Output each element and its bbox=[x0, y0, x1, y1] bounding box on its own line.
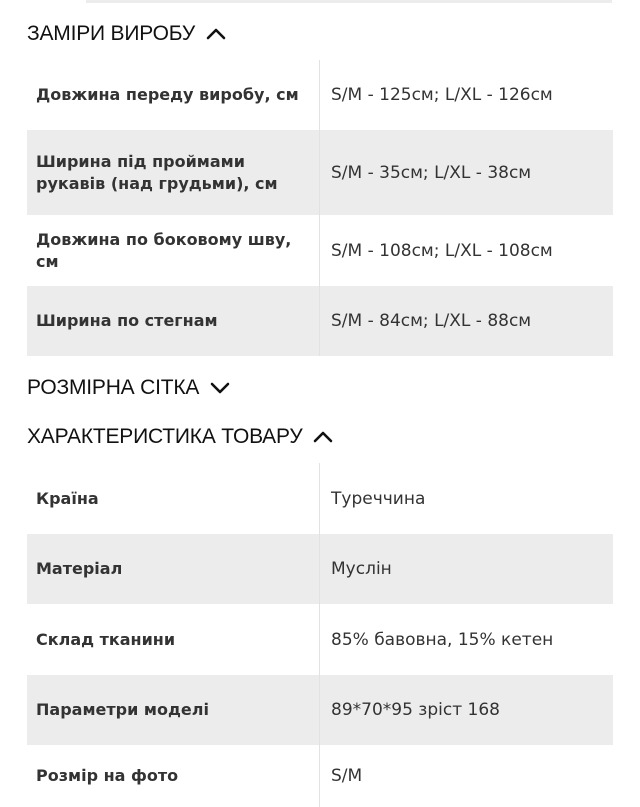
table-row bbox=[27, 215, 613, 286]
row-label: Ширина по стегнам bbox=[27, 286, 320, 356]
table-row bbox=[27, 60, 613, 130]
row-label: Матеріал bbox=[27, 534, 320, 604]
chevron-up-icon[interactable] bbox=[312, 426, 334, 448]
row-value: 89*70*95 зріст 168 bbox=[331, 700, 500, 720]
chevron-down-icon[interactable] bbox=[209, 377, 231, 399]
row-value: S/M - 35см; L/XL - 38см bbox=[331, 162, 532, 183]
measurements-title: ЗАМІРИ ВИРОБУ bbox=[27, 22, 195, 45]
characteristics-title: ХАРАКТЕРИСТИКА ТОВАРУ bbox=[27, 425, 303, 448]
row-label: Довжина по боковому шву, см bbox=[27, 215, 320, 286]
table-row bbox=[27, 604, 613, 675]
row-value: S/M - 125см; L/XL - 126см bbox=[331, 85, 553, 105]
table-row bbox=[27, 130, 613, 215]
row-label: Розмір на фото bbox=[27, 745, 320, 807]
measurements-table bbox=[27, 60, 613, 356]
row-value: S/M bbox=[331, 766, 363, 786]
table-row bbox=[27, 675, 613, 745]
row-label: Параметри моделі bbox=[27, 675, 320, 745]
row-value: Туреччина bbox=[331, 488, 426, 509]
row-value: 85% бавовна, 15% кетен bbox=[331, 629, 554, 650]
top-divider bbox=[86, 0, 612, 3]
size-chart-header[interactable] bbox=[27, 376, 231, 400]
row-label: Довжина переду виробу, см bbox=[27, 60, 320, 130]
row-value: Муслін bbox=[331, 559, 392, 579]
row-value: S/M - 108см; L/XL - 108см bbox=[331, 240, 553, 261]
row-label: Країна bbox=[27, 463, 320, 534]
characteristics-table bbox=[27, 463, 613, 807]
row-label: Склад тканини bbox=[27, 604, 320, 675]
measurements-header[interactable] bbox=[27, 22, 227, 46]
size-chart-title: РОЗМІРНА СІТКА bbox=[27, 376, 200, 399]
table-row bbox=[27, 534, 613, 604]
chevron-up-icon[interactable] bbox=[205, 23, 227, 45]
table-row bbox=[27, 286, 613, 356]
table-row bbox=[27, 463, 613, 534]
row-value: S/M - 84см; L/XL - 88см bbox=[331, 311, 532, 331]
row-label: Ширина під проймами рукавів (над грудьми), см bbox=[27, 130, 320, 215]
characteristics-header[interactable] bbox=[27, 425, 334, 449]
table-row bbox=[27, 745, 613, 807]
